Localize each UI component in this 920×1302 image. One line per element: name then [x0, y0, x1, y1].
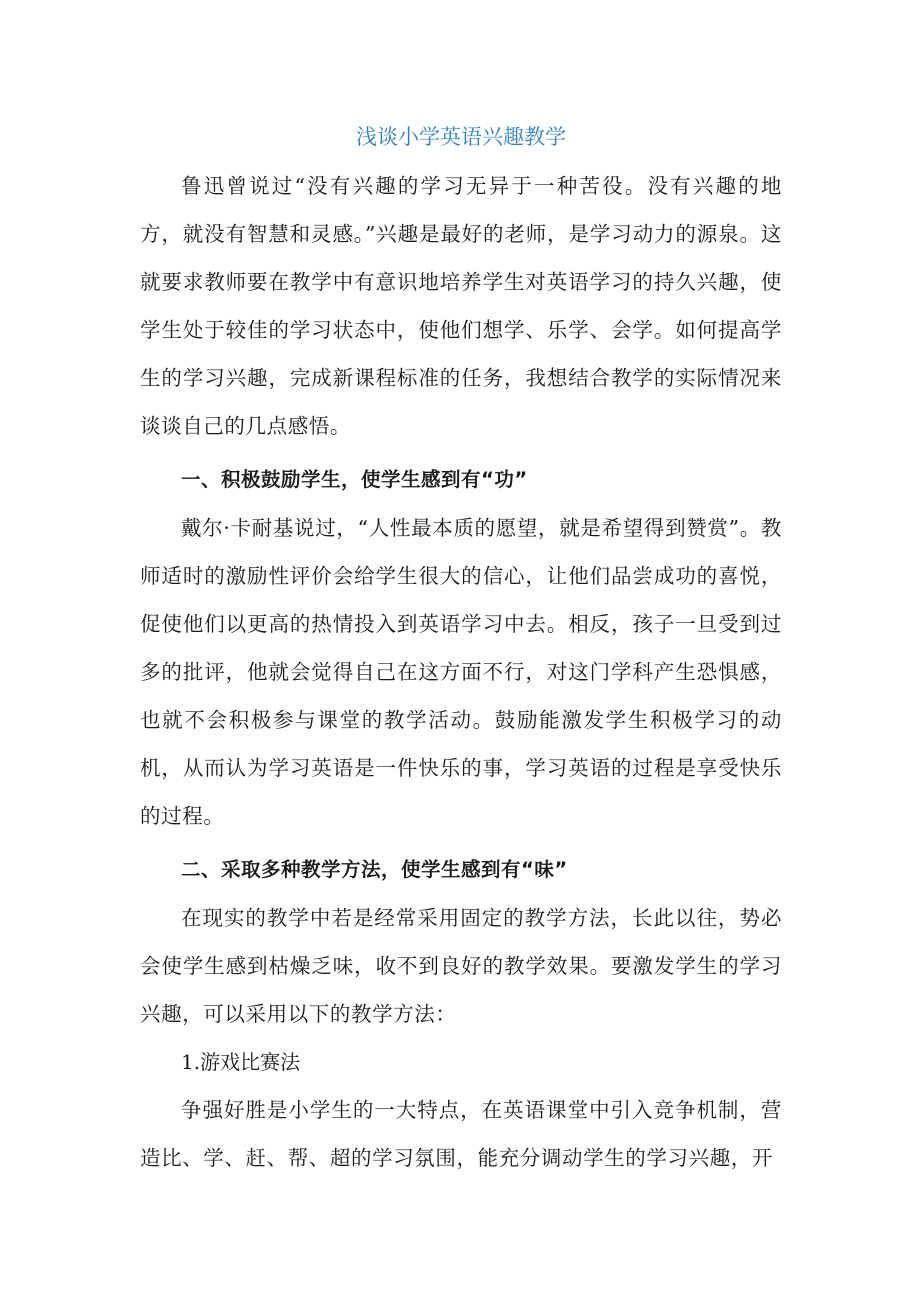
intro-paragraph: 鲁迅曾说过“没有兴趣的学习无异于一种苦役。没有兴趣的地方，就没有智慧和灵感。”兴趣是最好的老师，是学习动力的源泉。这就要求教师要在教学中有意识地培养学生对英语学习的持久兴趣，使学生处于较佳的学习状态中，使他们想学、乐学、会学。如何提高学生的学习兴趣，完成新课程标准的任务，我想结合教学的实际情况来谈谈自己的几点感悟。 — [140, 174, 782, 438]
document-title: 浅谈小学英语兴趣教学 — [356, 125, 566, 149]
section-1-paragraph: 戴尔·卡耐基说过，“人性最本质的愿望，就是希望得到赞赏”。教师适时的激励性评价会给学生很大的信心，让他们品尝成功的喜悦，促使他们以更高的热情投入到英语学习中去。相反，孩子一旦受到过多的批评，他就会觉得自己在这方面不行，对这门学科产生恐惧感，也就不会积极参与课堂的教学活动。鼓励能激发学生积极学习的动机，从而认为学习英语是一件快乐的事，学习英语的过程是享受快乐的过程。 — [140, 516, 782, 828]
method-1-title: 1.游戏比赛法 — [181, 1050, 301, 1074]
section-2-heading: 二、采取多种教学方法，使学生感到有“味” — [181, 858, 568, 881]
section-1-heading: 一、积极鼓励学生，使学生感到有“功” — [181, 468, 528, 491]
method-1-paragraph: 争强好胜是小学生的一大特点，在英语课堂中引入竞争机制，营造比、学、赶、帮、超的学习氛围，能充分调动学生的学习兴趣，开 — [140, 1098, 782, 1170]
section-2-paragraph: 在现实的教学中若是经常采用固定的教学方法，长此以往，势必会使学生感到枯燥乏味，收不到良好的教学效果。要激发学生的学习兴趣，可以采用以下的教学方法： — [140, 906, 782, 1026]
document-page — [140, 118, 782, 1182]
